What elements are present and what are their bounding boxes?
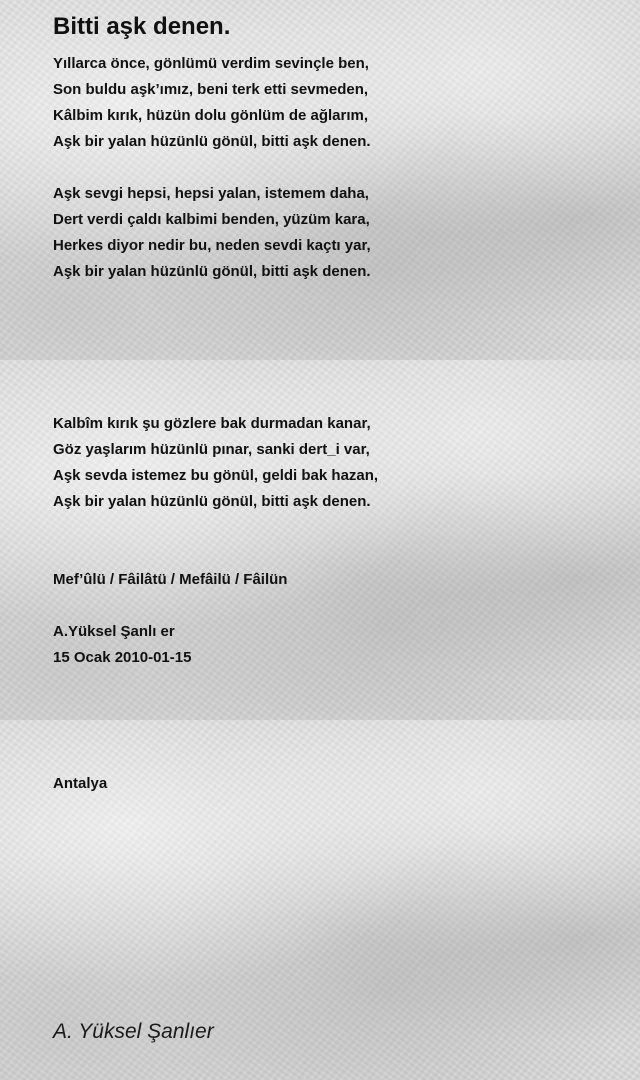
poem-line: Son buldu aşk’ımız, beni terk etti sevmeden, <box>53 81 369 98</box>
stanza-1 <box>53 51 371 155</box>
poem-meter: Mef’ûlü / Fâilâtü / Mefâilü / Fâilün <box>53 571 288 588</box>
poem-line: Kalbîm kırık şu gözlere bak durmadan kanar, <box>53 415 371 432</box>
poem-line: Dert verdi çaldı kalbimi benden, yüzüm kara, <box>53 211 370 228</box>
author-name: A.Yüksel Şanlı er <box>53 623 175 640</box>
poem-line: Kâlbim kırık, hüzün dolu gönlüm de ağlarım, <box>53 107 369 124</box>
poem-line: Yıllarca önce, gönlümü verdim sevinçle ben, <box>53 55 369 72</box>
poem-line: Aşk bir yalan hüzünlü gönül, bitti aşk denen. <box>53 133 371 150</box>
author-signature: A. Yüksel Şanlıer <box>53 1020 214 1043</box>
poem-line: Aşk bir yalan hüzünlü gönül, bitti aşk denen. <box>53 493 371 510</box>
poem-date: 15 Ocak 2010-01-15 <box>53 649 192 666</box>
poem-line: Aşk bir yalan hüzünlü gönül, bitti aşk denen. <box>53 263 371 280</box>
stanza-2 <box>53 181 371 285</box>
poem-line: Herkes diyor nedir bu, neden sevdi kaçtı yar, <box>53 237 371 254</box>
poem-city: Antalya <box>53 775 108 792</box>
poem-line: Aşk sevda istemez bu gönül, geldi bak hazan, <box>53 467 379 484</box>
stanza-3 <box>53 411 378 515</box>
poem-title: Bitti aşk denen. <box>53 13 231 40</box>
poem-line: Aşk sevgi hepsi, hepsi yalan, istemem daha, <box>53 185 369 202</box>
poem-line: Göz yaşlarım hüzünlü pınar, sanki dert_i var, <box>53 441 370 458</box>
